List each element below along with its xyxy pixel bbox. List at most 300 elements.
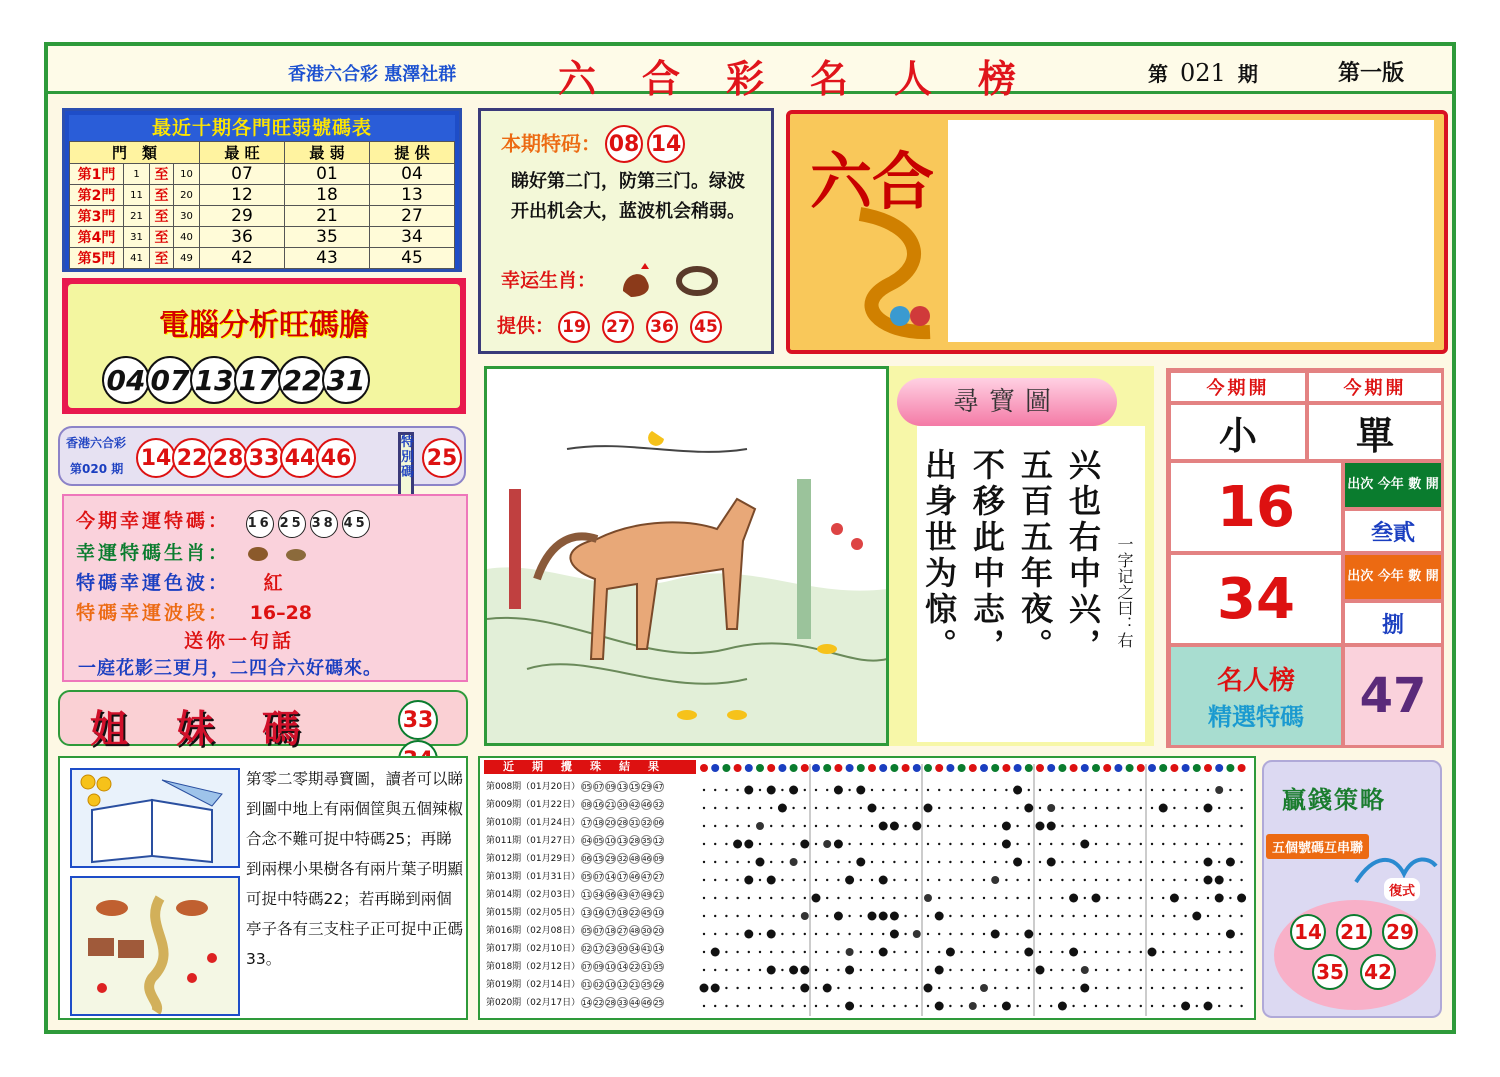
grid-dot (893, 789, 895, 791)
grid-dot (1061, 987, 1063, 989)
result-ball: 13 (582, 909, 592, 917)
results-panel (478, 756, 1256, 1020)
result-ball: 18 (594, 819, 604, 827)
grid-dot (781, 843, 783, 845)
famous-sub: 精選特碼 (1208, 703, 1304, 731)
grid-dot (804, 951, 806, 953)
lucky-color-value: 紅 (263, 572, 286, 594)
grid-special-dot (913, 930, 921, 938)
strategy-ball: 14 (1290, 914, 1326, 950)
grid-dot (759, 933, 761, 935)
result-ball: 47 (642, 873, 652, 881)
grid-dot (983, 825, 985, 827)
grid-dot (1196, 861, 1198, 863)
grid-dot (994, 897, 996, 899)
grid-header-dot (767, 764, 775, 772)
grid-dot (960, 879, 962, 881)
table-cell: 27 (370, 206, 455, 227)
grid-special-dot (846, 948, 854, 956)
grid-dot (960, 861, 962, 863)
computer-ball: 22 (278, 356, 326, 404)
grid-dot (893, 951, 895, 953)
stat-tag: 出次 今年 數 開 (1343, 461, 1443, 509)
result-issue: 第011期（01月27日） (486, 836, 581, 846)
grid-dot (1173, 807, 1175, 809)
grid-dot (1184, 843, 1186, 845)
explanation-panel (58, 756, 468, 1020)
grid-dot (1184, 897, 1186, 899)
grid-dot (1229, 897, 1231, 899)
grid-dot (815, 789, 817, 791)
grid-dot (1240, 789, 1242, 791)
grid-dot (1117, 951, 1119, 953)
grid-hit-dot (935, 966, 944, 975)
grid-header-dot (1137, 764, 1145, 772)
grid-dot (871, 789, 873, 791)
grid-dot (1207, 933, 1209, 935)
grid-hit-dot (1036, 822, 1045, 831)
last-draw-balls (136, 438, 352, 478)
grid-dot (1016, 987, 1018, 989)
result-issue: 第020期（02月17日） (486, 998, 581, 1008)
grid-dot (1061, 915, 1063, 917)
grid-hit-dot (1215, 876, 1224, 885)
stats-header: 今期開 (1307, 371, 1443, 403)
grid-dot (860, 933, 862, 935)
grid-dot (826, 879, 828, 881)
table-header: 最 弱 (285, 142, 370, 164)
grid-hit-dot (845, 1002, 854, 1011)
grid-dot (1016, 915, 1018, 917)
result-issue: 第019期（02月14日） (486, 980, 581, 990)
grid-hit-dot (1002, 840, 1011, 849)
header (48, 46, 1452, 101)
grid-dot (871, 933, 873, 935)
grid-hit-dot (1204, 1002, 1213, 1011)
grid-dot (1151, 825, 1153, 827)
table-cell: 42 (200, 248, 285, 269)
grid-hit-dot (1080, 984, 1089, 993)
issue-prefix: 第 (1148, 62, 1168, 86)
grid-dot (1050, 897, 1052, 899)
grid-dot (1184, 807, 1186, 809)
strategy-ball: 42 (1360, 954, 1396, 990)
grid-dot (1061, 807, 1063, 809)
grid-dot (736, 861, 738, 863)
grid-dot (1039, 861, 1041, 863)
draw-ball: 14 (136, 438, 176, 478)
grid-dot (804, 879, 806, 881)
provide-label: 提供： (497, 315, 555, 337)
grid-dot (1162, 861, 1164, 863)
grid-hit-dot (1024, 804, 1033, 813)
grid-dot (837, 897, 839, 899)
result-ball: 27 (654, 873, 664, 881)
grid-hit-dot (700, 984, 709, 993)
grid-dot (916, 879, 918, 881)
grid-dot (1184, 987, 1186, 989)
lucky-row-4 (76, 598, 312, 625)
result-issue: 第014期（02月03日） (486, 890, 581, 900)
table-cell: 36 (200, 227, 285, 248)
grid-dot (781, 879, 783, 881)
grid-hit-dot (834, 786, 843, 795)
grid-dot (938, 825, 940, 827)
grid-dot (1173, 861, 1175, 863)
result-ball: 17 (582, 819, 592, 827)
result-ball: 10 (606, 837, 616, 845)
grid-dot (904, 969, 906, 971)
grid-dot (1196, 897, 1198, 899)
grid-hit-dot (991, 930, 1000, 939)
grid-dot (703, 933, 705, 935)
grid-dot (748, 969, 750, 971)
grid-dot (1039, 915, 1041, 917)
grid-hit-dot (1237, 894, 1246, 903)
result-ball: 32 (642, 819, 652, 827)
grid-dot (1106, 879, 1108, 881)
grid-dot (1028, 789, 1030, 791)
grid-dot (1106, 987, 1108, 989)
grid-dot (904, 1005, 906, 1007)
computer-balls (102, 356, 366, 404)
special-code-panel (478, 108, 774, 354)
grid-dot (916, 915, 918, 917)
grid-dot (1151, 897, 1153, 899)
grid-header-dot (969, 764, 977, 772)
result-ball: 07 (582, 963, 592, 971)
grid-dot (927, 861, 929, 863)
grid-special-dot (924, 894, 932, 902)
grid-hit-dot (744, 840, 753, 849)
table-cell: 49 (174, 248, 200, 269)
grid-header-dot (801, 764, 809, 772)
grid-dot (759, 789, 761, 791)
grid-dot (1061, 951, 1063, 953)
grid-dot (916, 843, 918, 845)
grid-dot (848, 789, 850, 791)
grid-dot (714, 789, 716, 791)
grid-dot (714, 879, 716, 881)
grid-dot (1196, 951, 1198, 953)
table-cell: 11 (124, 185, 150, 206)
table-cell: 至 (150, 206, 174, 227)
grid-dot (1151, 933, 1153, 935)
grid-dot (882, 789, 884, 791)
grid-dot (714, 969, 716, 971)
grid-dot (1128, 807, 1130, 809)
grid-dot (972, 825, 974, 827)
grid-dot (1140, 807, 1142, 809)
grid-dot (871, 861, 873, 863)
grid-dot (725, 987, 727, 989)
lucky-ball: 38 (310, 510, 338, 538)
grid-dot (1005, 807, 1007, 809)
grid-dot (714, 843, 716, 845)
grid-dot (1207, 825, 1209, 827)
grid-dot (703, 861, 705, 863)
grid-dot (1095, 843, 1097, 845)
computer-ball: 17 (234, 356, 282, 404)
special-code-balls (601, 132, 685, 156)
grid-dot (748, 1005, 750, 1007)
grid-dot (1039, 1005, 1041, 1007)
grid-dot (893, 1005, 895, 1007)
result-ball: 36 (606, 891, 616, 899)
result-ball: 35 (654, 963, 664, 971)
grid-dot (972, 807, 974, 809)
grid-dot (1050, 789, 1052, 791)
grid-dot (1095, 933, 1097, 935)
grid-dot (703, 825, 705, 827)
grid-dot (871, 825, 873, 827)
grid-dot (972, 861, 974, 863)
grid-dot (882, 807, 884, 809)
grid-dot (759, 843, 761, 845)
grid-dot (1050, 951, 1052, 953)
result-ball: 29 (642, 783, 652, 791)
grid-header-dot (1148, 764, 1156, 772)
grid-dot (916, 969, 918, 971)
landscape-illustration (70, 876, 240, 1016)
grid-dot (1050, 879, 1052, 881)
lucky-zodiac-row (501, 261, 723, 301)
grid-dot (904, 861, 906, 863)
table-cell: 21 (285, 206, 370, 227)
grid-hit-dot (711, 984, 720, 993)
draw-ball: 46 (316, 438, 356, 478)
grid-dot (725, 951, 727, 953)
result-row (486, 886, 664, 904)
grid-dot (792, 915, 794, 917)
grid-dot (714, 897, 716, 899)
grid-hit-dot (890, 822, 899, 831)
grid-dot (1196, 843, 1198, 845)
result-ball: 18 (606, 927, 616, 935)
grid-hit-dot (1013, 786, 1022, 795)
grid-dot (983, 861, 985, 863)
grid-dot (1196, 789, 1198, 791)
grid-dot (1229, 987, 1231, 989)
grid-dot (770, 897, 772, 899)
grid-dot (983, 933, 985, 935)
grid-dot (759, 807, 761, 809)
grid-dot (815, 807, 817, 809)
grid-header-dot (778, 764, 786, 772)
grid-dot (1128, 879, 1130, 881)
grid-dot (1184, 879, 1186, 881)
provide-balls (554, 315, 730, 337)
grid-dot (781, 897, 783, 899)
grid-dot (882, 897, 884, 899)
grid-dot (815, 861, 817, 863)
grid-hit-dot (1047, 858, 1056, 867)
grid-dot (736, 951, 738, 953)
grid-dot (781, 861, 783, 863)
grid-dot (1084, 951, 1086, 953)
grid-dot (725, 969, 727, 971)
grid-dot (1184, 951, 1186, 953)
grid-dot (1095, 825, 1097, 827)
grid-dot (1207, 951, 1209, 953)
grid-dot (927, 789, 929, 791)
grid-special-dot (1215, 786, 1223, 794)
result-ball: 07 (594, 873, 604, 881)
grid-dot (994, 825, 996, 827)
grid-hit-dot (744, 786, 753, 795)
table-cell: 至 (150, 164, 174, 185)
grid-dot (1218, 843, 1220, 845)
grid-dot (837, 807, 839, 809)
grid-hit-dot (800, 984, 809, 993)
grid-dot (792, 807, 794, 809)
grid-dot (703, 807, 705, 809)
results-grid (698, 760, 1254, 1018)
grid-header-dot (745, 764, 753, 772)
result-row (486, 994, 664, 1012)
lucky-row-1 (76, 506, 374, 538)
grid-special-dot (991, 876, 999, 884)
grid-dot (748, 861, 750, 863)
grid-dot (916, 1005, 918, 1007)
grid-dot (759, 987, 761, 989)
grid-dot (1005, 933, 1007, 935)
grid-dot (871, 969, 873, 971)
strategy-title: 贏錢策略 (1282, 786, 1386, 814)
table-cell: 1 (124, 164, 150, 185)
result-ball: 32 (618, 855, 628, 863)
table-cell: 13 (370, 185, 455, 206)
grid-dot (1128, 843, 1130, 845)
grid-dot (826, 915, 828, 917)
grid-hit-dot (856, 858, 865, 867)
grid-dot (1196, 969, 1198, 971)
result-ball: 11 (582, 891, 592, 899)
grid-dot (1140, 915, 1142, 917)
table-cell: 29 (200, 206, 285, 227)
grid-hit-dot (1013, 858, 1022, 867)
grid-dot (1128, 933, 1130, 935)
result-ball: 09 (654, 855, 664, 863)
grid-dot (904, 915, 906, 917)
grid-dot (1072, 807, 1074, 809)
grid-dot (1106, 825, 1108, 827)
grid-dot (871, 951, 873, 953)
grid-dot (725, 897, 727, 899)
lucky-range-value: 16–28 (249, 602, 313, 624)
grid-dot (1028, 825, 1030, 827)
grid-dot (725, 861, 727, 863)
grid-dot (848, 987, 850, 989)
poem-col: 不移此中志， (968, 448, 1006, 664)
grid-hit-dot (1204, 804, 1213, 813)
lucky-saying: 一庭花影三更月，二四合六好碼來。 (78, 658, 382, 679)
poem-col: 五百五年夜。 (1016, 448, 1054, 664)
grid-dot (815, 969, 817, 971)
grid-header-dot (1081, 764, 1089, 772)
grid-dot (1151, 987, 1153, 989)
grid-dot (1162, 969, 1164, 971)
grid-dot (1039, 951, 1041, 953)
grid-dot (1061, 969, 1063, 971)
result-ball: 15 (630, 783, 640, 791)
result-ball: 10 (654, 909, 664, 917)
grid-dot (748, 987, 750, 989)
grid-dot (804, 807, 806, 809)
results-header: 近期攪珠結果 (484, 760, 696, 774)
grid-dot (848, 843, 850, 845)
grid-dot (1184, 789, 1186, 791)
table-header: 提 供 (370, 142, 455, 164)
famous-box (1169, 645, 1343, 747)
result-row (486, 814, 664, 832)
lucky-panel (62, 494, 468, 682)
grid-dot (960, 843, 962, 845)
grid-dot (1016, 807, 1018, 809)
grid-dot (1084, 915, 1086, 917)
sister-label: 姐妹碼 (90, 707, 349, 751)
grid-dot (815, 951, 817, 953)
grid-dot (1072, 879, 1074, 881)
grid-dot (1151, 861, 1153, 863)
grid-dot (860, 807, 862, 809)
result-issue: 第008期（01月20日） (486, 782, 581, 792)
grid-dot (1028, 987, 1030, 989)
grid-dot (1028, 897, 1030, 899)
grid-dot (770, 825, 772, 827)
size-result: 小 (1169, 403, 1307, 461)
grid-dot (1016, 951, 1018, 953)
grid-header-dot (1047, 764, 1055, 772)
table-row (70, 227, 455, 248)
grid-hit-dot (845, 966, 854, 975)
treasure-poem-panel (886, 366, 1154, 746)
table-header: 門 類 (70, 142, 200, 164)
grid-dot (1173, 951, 1175, 953)
grid-dot (960, 1005, 962, 1007)
grid-dot (1151, 915, 1153, 917)
grid-dot (960, 987, 962, 989)
page-title: 六合彩名人榜 (558, 57, 1063, 101)
special-code-text-body: 睇好第二门，防第三门。绿波开出机会大，蓝波机会稍弱。 (511, 171, 745, 222)
result-ball: 47 (630, 891, 640, 899)
result-ball: 25 (654, 999, 664, 1007)
strategy-sub: 五個號碼互串聯 (1266, 834, 1369, 859)
result-ball: 21 (654, 891, 664, 899)
grid-dot (759, 915, 761, 917)
result-ball: 18 (618, 909, 628, 917)
org-label: 香港六合彩 惠澤社群 (288, 64, 457, 85)
grid-dot (1039, 879, 1041, 881)
grid-dot (1117, 807, 1119, 809)
provide-ball: 27 (602, 311, 634, 343)
result-ball: 28 (606, 999, 616, 1007)
grid-dot (815, 933, 817, 935)
grid-dot (860, 951, 862, 953)
lucky-range-label: 特碼幸運波段： (76, 602, 231, 624)
grid-dot (1173, 969, 1175, 971)
grid-hit-dot (767, 786, 776, 795)
result-ball: 12 (654, 837, 664, 845)
grid-header-dot (857, 764, 865, 772)
stats-panel (1166, 368, 1444, 748)
grid-dot (1039, 843, 1041, 845)
result-ball: 17 (594, 945, 604, 953)
grid-dot (1140, 789, 1142, 791)
famous-label: 名人榜 (1216, 666, 1295, 696)
grid-header-dot (1204, 764, 1212, 772)
grid-dot (1162, 879, 1164, 881)
